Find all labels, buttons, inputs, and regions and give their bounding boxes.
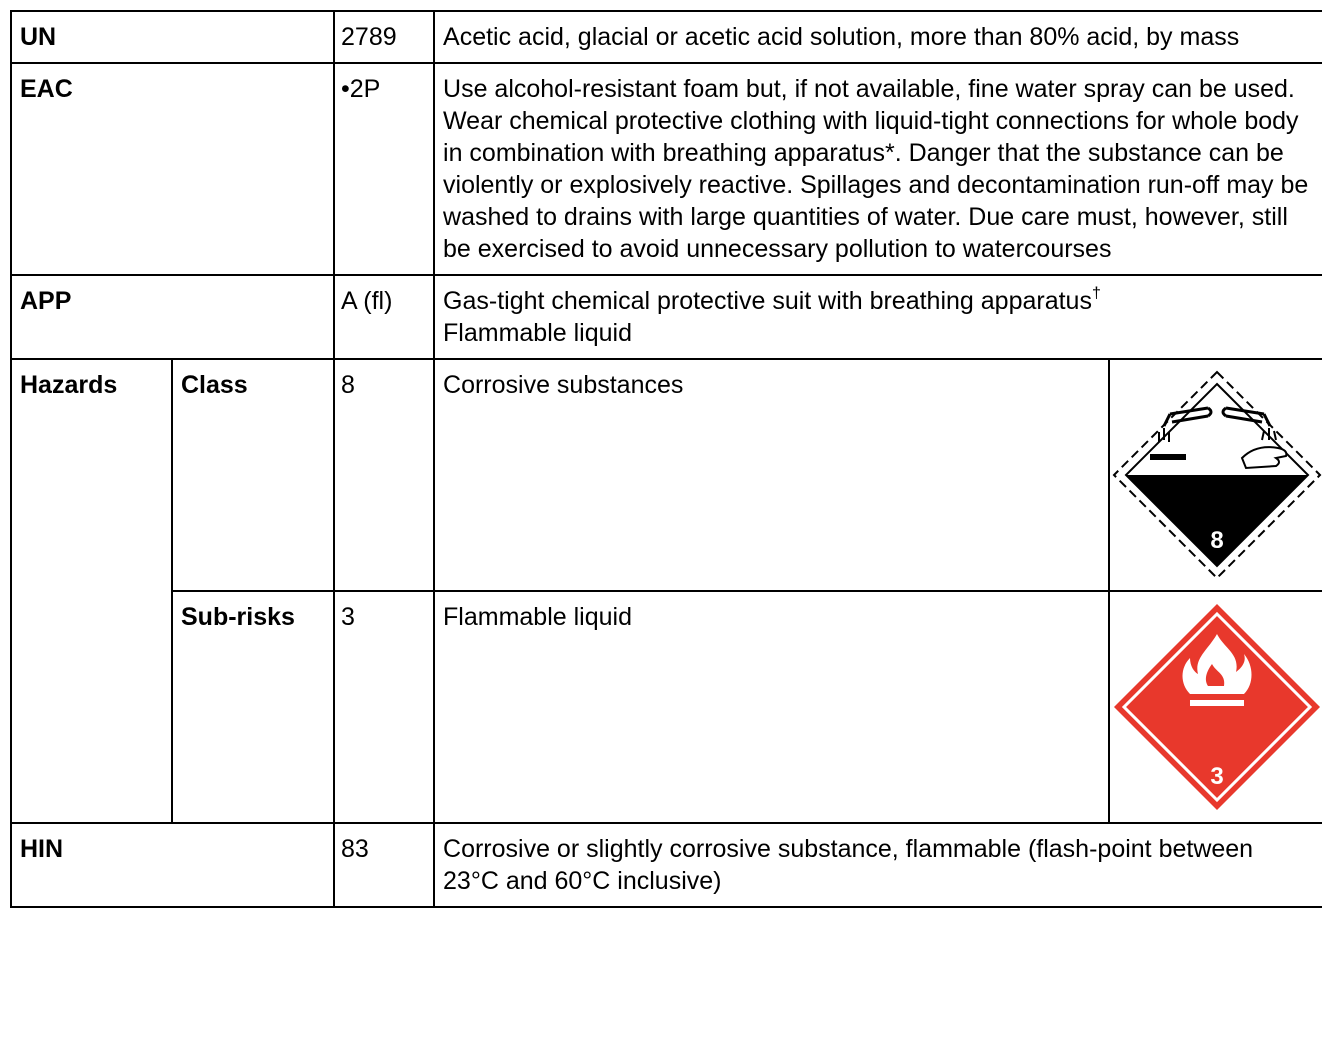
un-label: UN: [11, 11, 334, 63]
row-hin: [11, 823, 1322, 907]
un-number: 2789: [334, 11, 434, 63]
subrisks-description: Flammable liquid: [434, 591, 1109, 823]
hin-label: HIN: [11, 823, 334, 907]
hazard-info-table: [10, 10, 1322, 908]
app-label: APP: [11, 275, 334, 359]
app-line2: Flammable liquid: [443, 319, 632, 347]
hin-code: 83: [334, 823, 434, 907]
class-description: Corrosive substances: [434, 359, 1109, 591]
flammable-placard-number: 3: [1209, 763, 1224, 790]
hazards-label: Hazards: [11, 359, 172, 823]
corrosive-placard-icon: [1112, 370, 1322, 580]
eac-label: EAC: [11, 63, 334, 275]
corrosive-placard-number: 8: [1209, 527, 1224, 554]
corrosive-placard-cell: [1109, 359, 1322, 591]
subrisks-code: 3: [334, 591, 434, 823]
class-label: Class: [172, 359, 334, 591]
flammable-placard-icon: [1112, 602, 1322, 812]
app-line1: Gas-tight chemical protective suit with breathing apparatus: [443, 287, 1092, 315]
class-code: 8: [334, 359, 434, 591]
row-eac: [11, 63, 1322, 275]
eac-code: •2P: [334, 63, 434, 275]
row-app: [11, 275, 1322, 359]
row-hazards-class: [11, 359, 1322, 591]
eac-description: Use alcohol-resistant foam but, if not available, fine water spray can be used. Wear chemical protective clothing with liquid-tight connections for whole body in combination with breathing apparatus*. Danger that the substance can be violently or explosively reactive. Spillages and decontamination run-off may be washed to drains with large quantities of water. Due care must, however, still be exercised to avoid unnecessary pollution to watercourses: [434, 63, 1322, 275]
app-description: [434, 275, 1322, 359]
hin-description: Corrosive or slightly corrosive substance, flammable (flash-point between 23°C and 60°C inclusive): [434, 823, 1322, 907]
flammable-placard-cell: [1109, 591, 1322, 823]
app-code: A (fl): [334, 275, 434, 359]
row-hazards-subrisks: [11, 591, 1322, 823]
un-description: Acetic acid, glacial or acetic acid solution, more than 80% acid, by mass: [434, 11, 1322, 63]
dagger-mark: †: [1091, 284, 1101, 302]
subrisks-label: Sub-risks: [172, 591, 334, 823]
row-un: [11, 11, 1322, 63]
